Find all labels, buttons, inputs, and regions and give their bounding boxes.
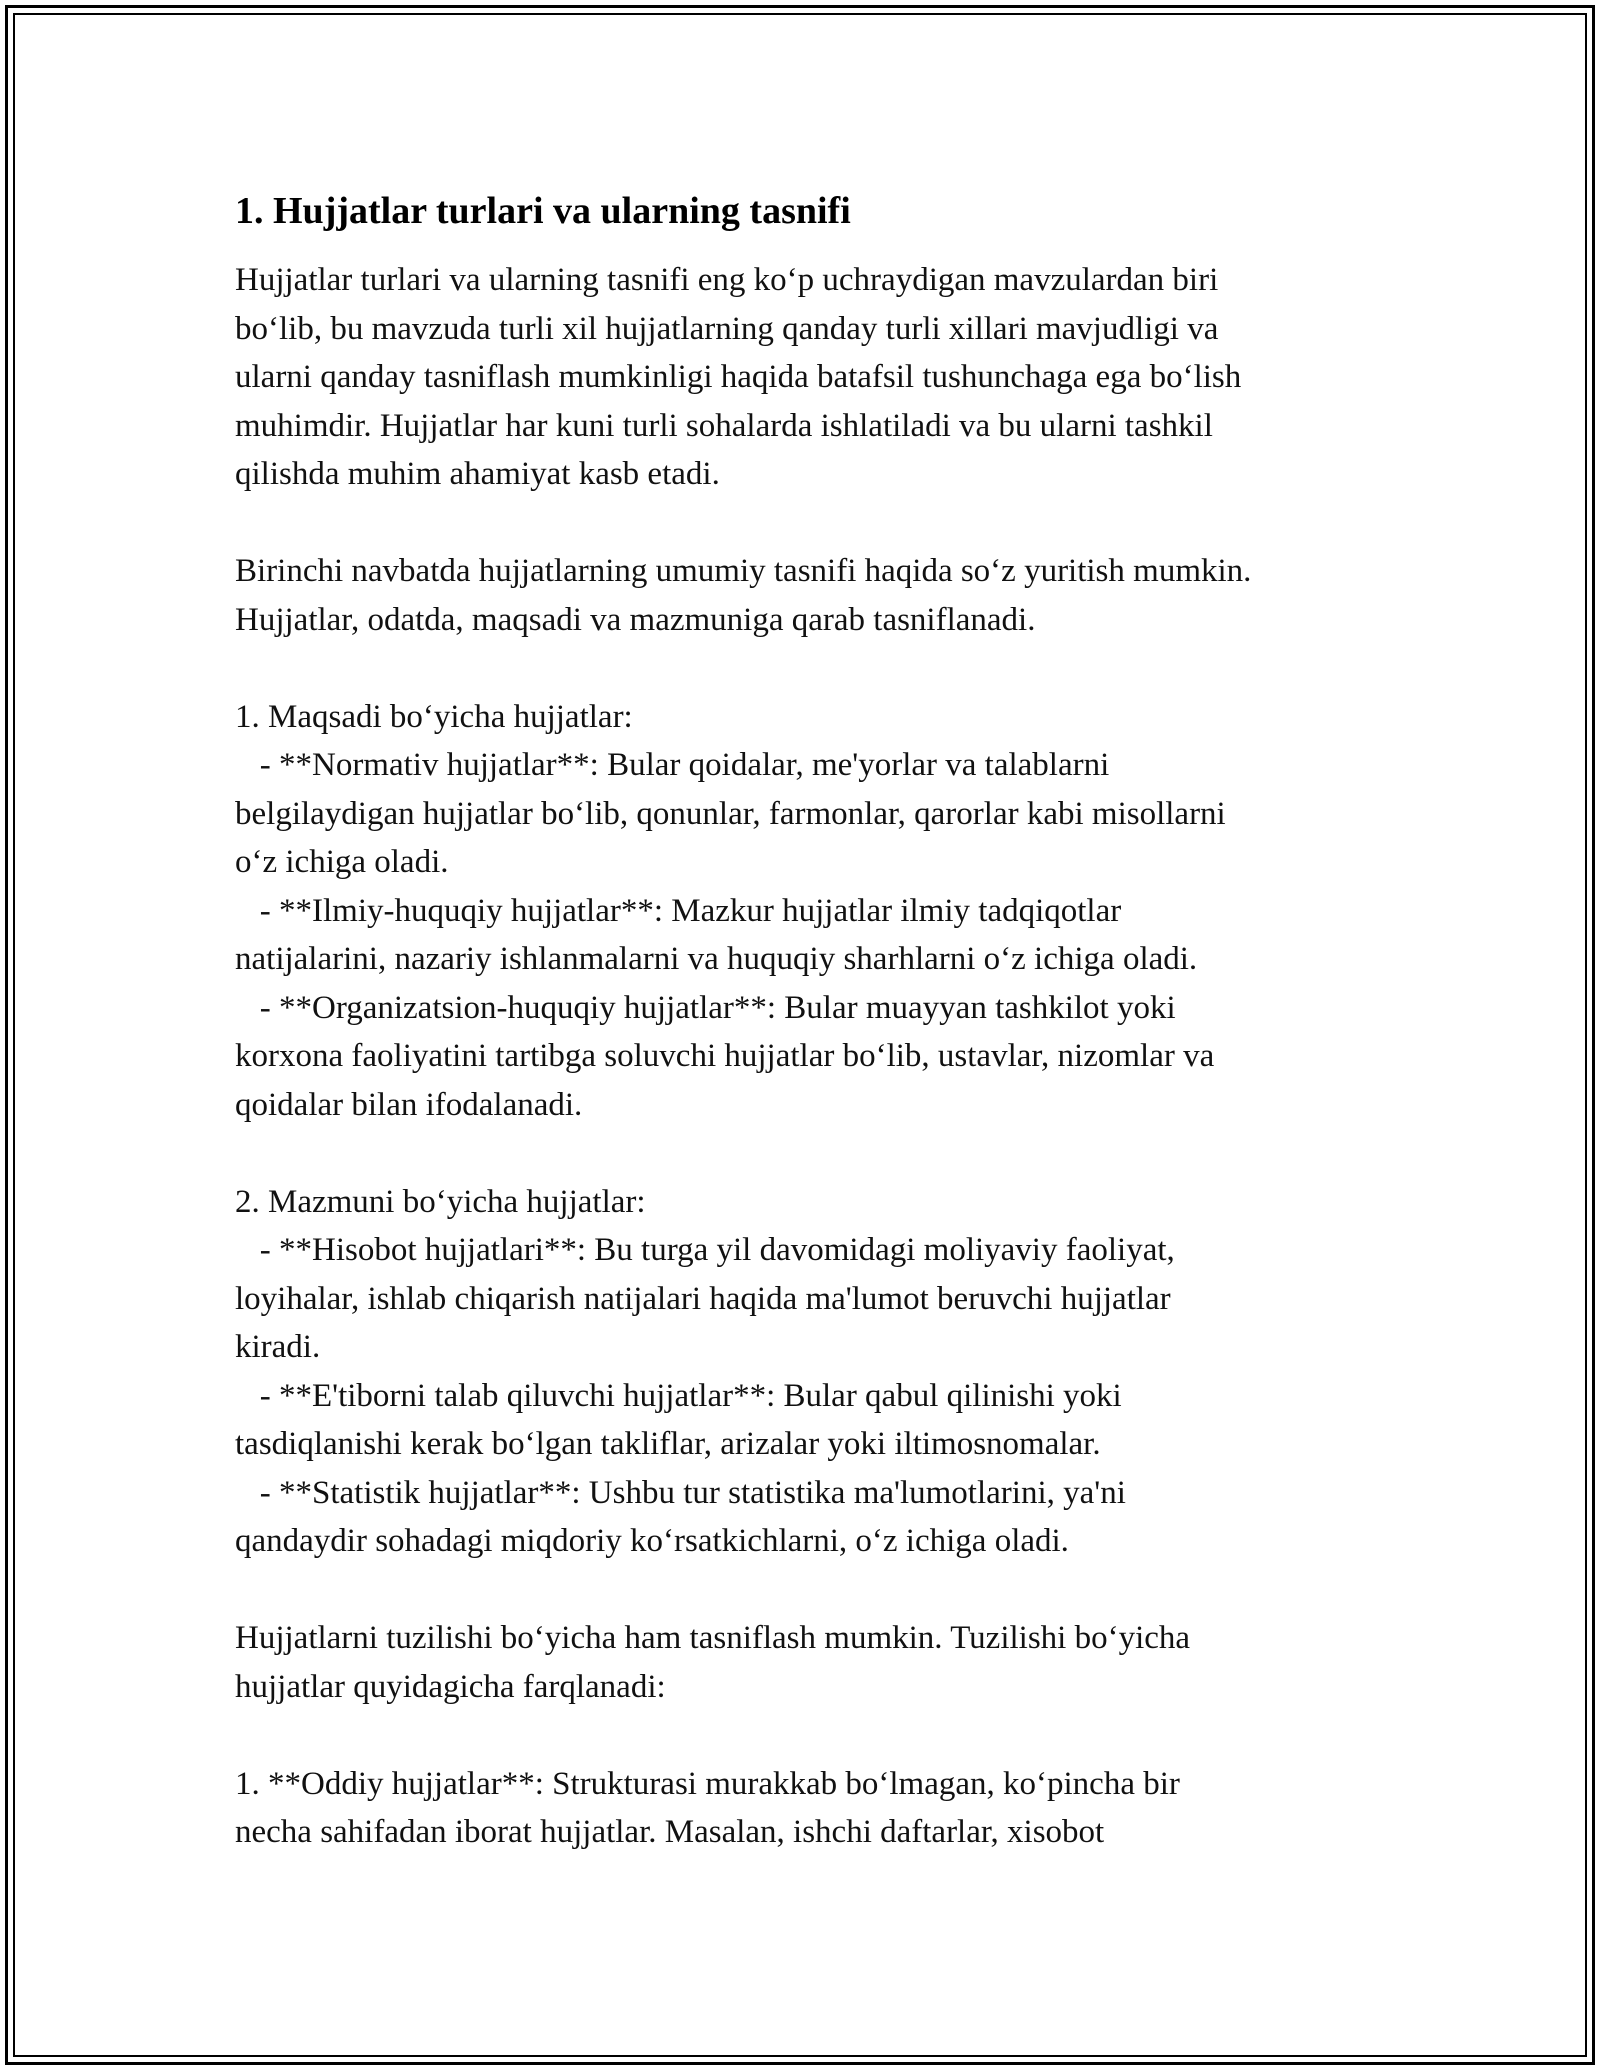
text-line: kiradi.	[235, 1329, 321, 1365]
text-line: Hujjatlarni tuzilishi bo‘yicha ham tasniflash mumkin. Tuzilishi bo‘yicha	[235, 1620, 1191, 1656]
text-line: Hujjatlar, odatda, maqsadi va mazmuniga qarab tasniflanadi.	[235, 601, 1036, 638]
text-line: Hujjatlar turlari va ularning tasnifi eng ko‘p uchraydigan mavzulardan biri	[235, 262, 1219, 298]
document-content	[235, 186, 1385, 1857]
text-line: korxona faoliyatini tartibga soluvchi hujjatlar bo‘lib, ustavlar, nizomlar va	[235, 1038, 1215, 1074]
document-body	[235, 256, 1385, 1857]
blank-line	[235, 1566, 1385, 1615]
text-line: - **Organizatsion-huquqiy hujjatlar**: Bular muayyan tashkilot yoki	[235, 989, 1176, 1026]
text-line: o‘z ichiga oladi.	[235, 844, 449, 880]
text-line: - **Statistik hujjatlar**: Ushbu tur statistika ma'lumotlarini, ya'ni	[235, 1474, 1126, 1511]
text-line: - **Ilmiy-huquqiy hujjatlar**: Mazkur hujjatlar ilmiy tadqiqotlar	[235, 892, 1122, 929]
text-line: belgilaydigan hujjatlar bo‘lib, qonunlar, farmonlar, qarorlar kabi misollarni	[235, 795, 1226, 832]
text-line: qandaydir sohadagi miqdoriy ko‘rsatkichlarni, o‘z ichiga oladi.	[235, 1523, 1069, 1559]
text-line: - **Hisobot hujjatlari**: Bu turga yil davomidagi moliyaviy faoliyat,	[235, 1232, 1175, 1268]
text-line: natijalarini, nazariy ishlanmalarni va huquqiy sharhlarni o‘z ichiga oladi.	[235, 941, 1198, 977]
text-line: bo‘lib, bu mavzuda turli xil hujjatlarning qanday turli xillari mavjudligi va	[235, 310, 1219, 347]
text-line: ularni qanday tasniflash mumkinligi haqida batafsil tushunchaga ega bo‘lish	[235, 359, 1242, 395]
text-line: 1. Maqsadi bo‘yicha hujjatlar:	[235, 698, 633, 735]
text-line: - **Normativ hujjatlar**: Bular qoidalar, me'yorlar va talablarni	[235, 747, 1110, 783]
blank-line	[235, 1129, 1385, 1178]
text-line: qilishda muhim ahamiyat kasb etadi.	[235, 456, 720, 492]
text-line: muhimdir. Hujjatlar har kuni turli sohalarda ishlatiladi va bu ularni tashkil	[235, 407, 1213, 444]
text-line: tasdiqlanishi kerak bo‘lgan takliflar, arizalar yoki iltimosnomalar.	[235, 1426, 1101, 1462]
blank-line	[235, 1711, 1385, 1760]
text-line: qoidalar bilan ifodalanadi.	[235, 1086, 583, 1123]
text-line: Birinchi navbatda hujjatlarning umumiy tasnifi haqida so‘z yuritish mumkin.	[235, 553, 1252, 589]
blank-line	[235, 644, 1385, 693]
text-line: loyihalar, ishlab chiqarish natijalari haqida ma'lumot beruvchi hujjatlar	[235, 1280, 1171, 1317]
text-line: necha sahifadan iborat hujjatlar. Masalan, ishchi daftarlar, xisobot	[235, 1814, 1105, 1850]
text-line: 1. **Oddiy hujjatlar**: Strukturasi murakkab bo‘lmagan, ko‘pincha bir	[235, 1765, 1180, 1802]
blank-line	[235, 499, 1385, 548]
document-title: 1. Hujjatlar turlari va ularning tasnifi	[235, 190, 851, 232]
text-line: - **E'tiborni talab qiluvchi hujjatlar**: Bular qabul qilinishi yoki	[235, 1377, 1122, 1414]
text-line: 2. Mazmuni bo‘yicha hujjatlar:	[235, 1183, 646, 1220]
text-line: hujjatlar quyidagicha farqlanadi:	[235, 1668, 666, 1705]
